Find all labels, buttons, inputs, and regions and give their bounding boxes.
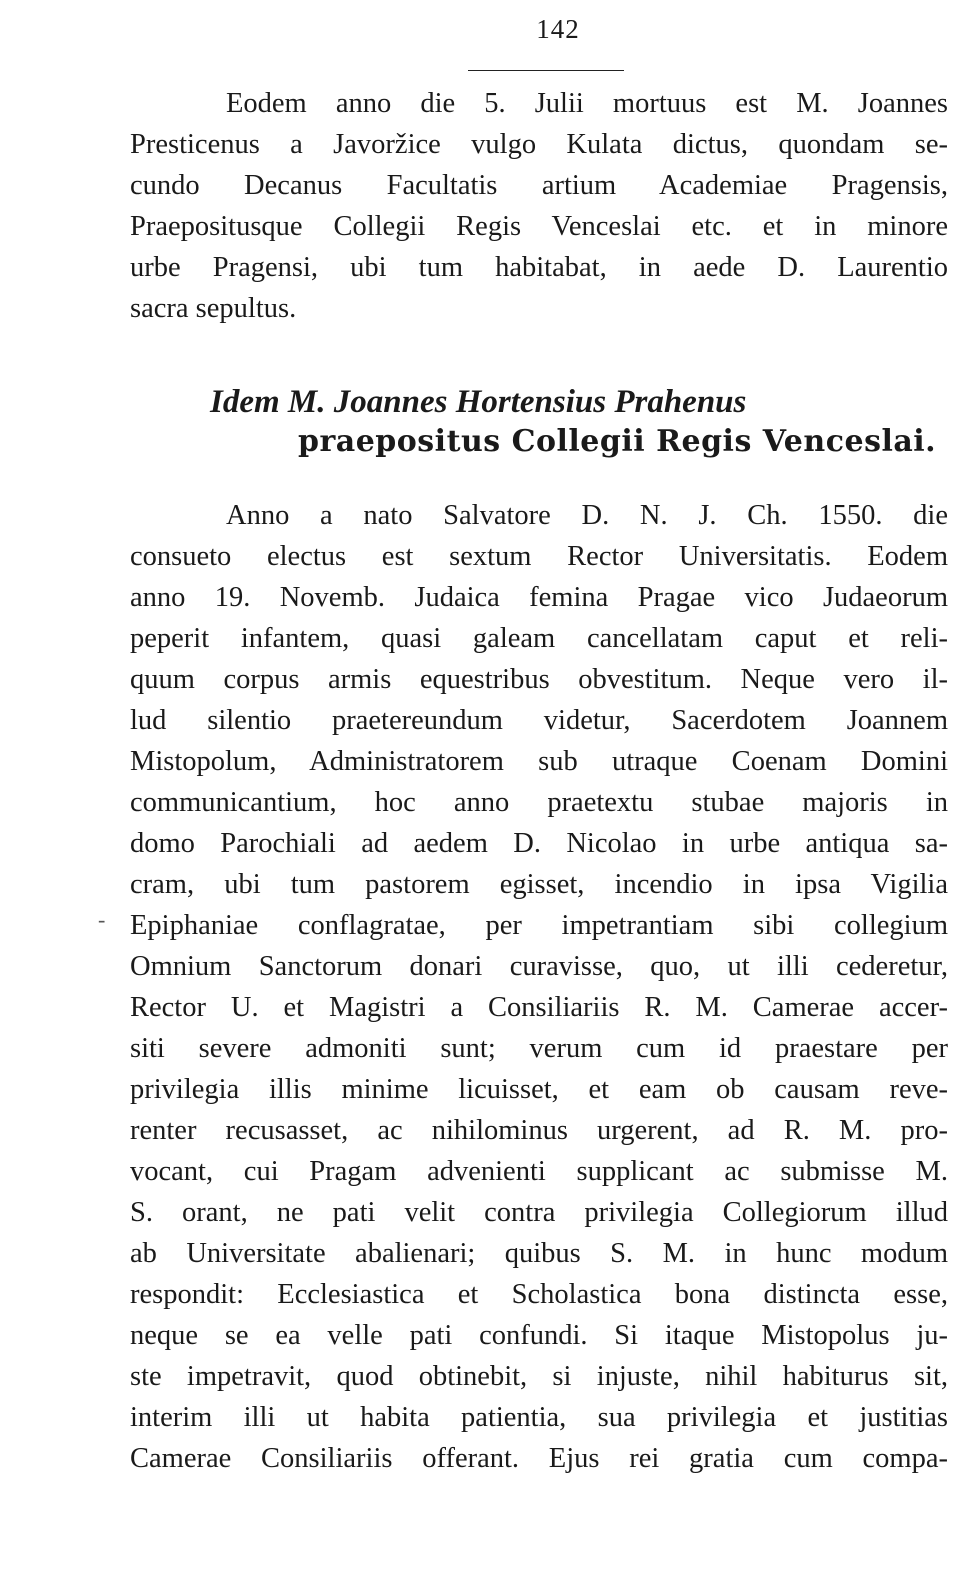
text-line: lud silentio praetereundum videtur, Sacerdotem Joannem — [130, 705, 948, 736]
text-line: sacra sepultus. — [130, 293, 297, 324]
text-line: urbe Pragensi, ubi tum habitabat, in aede D. Laurentio — [130, 252, 948, 283]
heading-line-1: Idem M. Joannes Hortensius Prahenus — [210, 384, 747, 420]
text-line: Eodem anno die 5. Julii mortuus est M. Joannes — [226, 88, 948, 119]
text-line: renter recusasset, ac nihilominus urgerent, ad R. M. pro- — [130, 1115, 948, 1146]
text-line: ab Universitate abalienari; quibus S. M. in hunc modum — [130, 1238, 948, 1269]
text-line: interim illi ut habita patientia, sua privilegia et justitias — [130, 1402, 948, 1433]
text-line: Presticenus a Javoržice vulgo Kulata dictus, quondam se- — [130, 129, 948, 160]
text-line: peperit infantem, quasi galeam cancellatam caput et reli- — [130, 623, 948, 654]
text-line: consueto electus est sextum Rector Universitatis. Eodem — [130, 541, 948, 572]
header-rule — [468, 70, 624, 71]
text-line: domo Parochiali ad aedem D. Nicolao in urbe antiqua sa- — [130, 828, 948, 859]
text-line: cram, ubi tum pastorem egisset, incendio in ipsa Vigilia — [130, 869, 948, 900]
text-line: Camerae Consiliariis offerant. Ejus rei gratia cum compa- — [130, 1443, 948, 1474]
text-line: Mistopolum, Administratorem sub utraque Coenam Domini — [130, 746, 948, 777]
text-line: privilegia illis minime licuisset, et eam ob causam reve- — [130, 1074, 948, 1105]
text-line: quum corpus armis equestribus obvestitum. Neque vero il- — [130, 664, 948, 695]
text-line: anno 19. Novemb. Judaica femina Pragae vico Judaeorum — [130, 582, 948, 613]
text-line: vocant, cui Pragam advenienti supplicant ac submisse M. — [130, 1156, 948, 1187]
heading-line-2: praepositus Collegii Regis Venceslai. — [298, 424, 937, 459]
margin-mark: - — [98, 907, 106, 932]
text-line: siti severe admoniti sunt; verum cum id praestare per — [130, 1033, 948, 1064]
text-line: Anno a nato Salvatore D. N. J. Ch. 1550. die — [226, 500, 948, 531]
text-line: Epiphaniae conflagratae, per impetrantiam sibi collegium — [130, 910, 948, 941]
text-line: cundo Decanus Facultatis artium Academiae Pragensis, — [130, 170, 948, 201]
text-line: S. orant, ne pati velit contra privilegia Collegiorum illud — [130, 1197, 948, 1228]
text-line: Omnium Sanctorum donari curavisse, quo, ut illi cederetur, — [130, 951, 948, 982]
text-line: neque se ea velle pati confundi. Si itaque Mistopolus ju- — [130, 1320, 948, 1351]
text-line: ste impetravit, quod obtinebit, si injuste, nihil habiturus sit, — [130, 1361, 948, 1392]
text-line: Rector U. et Magistri a Consiliariis R. M. Camerae accer- — [130, 992, 948, 1023]
page-number: 142 — [536, 14, 580, 44]
text-line: respondit: Ecclesiastica et Scholastica bona distincta esse, — [130, 1279, 948, 1310]
text-line: Praepositusque Collegii Regis Venceslai etc. et in minore — [130, 211, 948, 242]
text-line: communicantium, hoc anno praetextu stubae majoris in — [130, 787, 948, 818]
